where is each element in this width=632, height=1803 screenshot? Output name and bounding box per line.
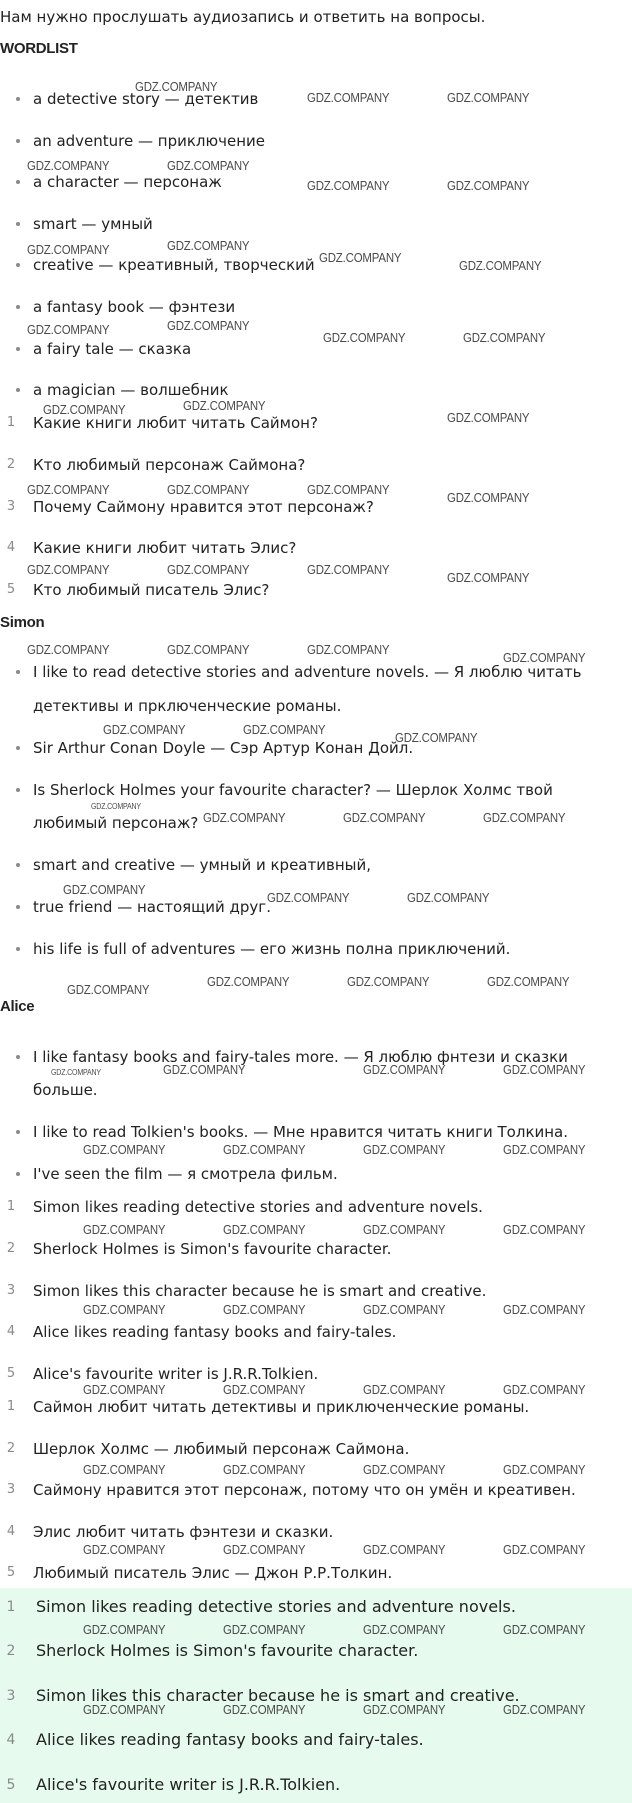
watermark-text: GDZ.COMPANY: [83, 1622, 166, 1637]
bullet-icon: [16, 905, 20, 909]
watermark-text: GDZ.COMPANY: [91, 802, 141, 811]
bullet-icon: [16, 1055, 20, 1059]
watermark-text: GDZ.COMPANY: [503, 1702, 586, 1717]
watermark-text: GDZ.COMPANY: [207, 974, 290, 989]
list-item: 1 Саймон любит читать детективы и приключенческие романы.: [6, 1398, 530, 1416]
list-item: a character — персонаж: [0, 172, 632, 192]
watermark-text: GDZ.COMPANY: [487, 974, 570, 989]
watermark-text: GDZ.COMPANY: [27, 482, 110, 497]
watermark-text: GDZ.COMPANY: [363, 1542, 446, 1557]
watermark-text: GDZ.COMPANY: [447, 570, 530, 585]
watermark-text: GDZ.COMPANY: [223, 1622, 306, 1637]
watermark-text: GDZ.COMPANY: [83, 1462, 166, 1477]
watermark-text: GDZ.COMPANY: [463, 330, 546, 345]
list-item: 5 Alice's favourite writer is J.R.R.Tolkien.: [6, 1365, 319, 1383]
list-item-continuation: любимый персонаж?: [33, 814, 199, 832]
bullet-icon: [16, 139, 20, 143]
list-item: Is Sherlock Holmes your favourite character? — Шерлок Холмс твой: [0, 780, 632, 800]
list-item: smart and creative — умный и креативный,: [0, 855, 632, 875]
watermark-text: GDZ.COMPANY: [363, 1142, 446, 1157]
watermark-text: GDZ.COMPANY: [307, 90, 390, 105]
alice-heading: Alice: [0, 998, 35, 1015]
watermark-text: GDZ.COMPANY: [223, 1142, 306, 1157]
watermark-text: GDZ.COMPANY: [83, 1142, 166, 1157]
bullet-icon: [16, 305, 20, 309]
watermark-text: GDZ.COMPANY: [223, 1222, 306, 1237]
watermark-text: GDZ.COMPANY: [503, 1222, 586, 1237]
watermark-text: GDZ.COMPANY: [223, 1542, 306, 1557]
watermark-text: GDZ.COMPANY: [83, 1302, 166, 1317]
list-item: 4 Alice likes reading fantasy books and fairy-tales.: [6, 1730, 424, 1749]
list-item: 4 Элис любит читать фэнтези и сказки.: [6, 1523, 334, 1541]
list-item: 1 Simon likes reading detective stories and adventure novels.: [6, 1198, 483, 1216]
watermark-text: GDZ.COMPANY: [83, 1382, 166, 1397]
watermark-text: GDZ.COMPANY: [363, 1382, 446, 1397]
list-item: 2 Sherlock Holmes is Simon's favourite character.: [6, 1641, 419, 1660]
watermark-text: GDZ.COMPANY: [167, 642, 250, 657]
list-item: I've seen the film — я смотрела фильм.: [0, 1164, 632, 1184]
bullet-icon: [16, 97, 20, 101]
list-item: 1 Simon likes reading detective stories and adventure novels.: [6, 1597, 516, 1616]
watermark-text: GDZ.COMPANY: [167, 238, 250, 253]
bullet-icon: [16, 746, 20, 750]
simon-heading: Simon: [0, 614, 45, 631]
watermark-text: GDZ.COMPANY: [27, 322, 110, 337]
watermark-text: GDZ.COMPANY: [363, 1462, 446, 1477]
watermark-text: GDZ.COMPANY: [503, 1382, 586, 1397]
watermark-text: GDZ.COMPANY: [63, 882, 146, 897]
wordlist-heading: WORDLIST: [0, 40, 78, 57]
bullet-icon: [16, 347, 20, 351]
watermark-text: GDZ.COMPANY: [503, 1542, 586, 1557]
watermark-text: GDZ.COMPANY: [83, 1222, 166, 1237]
watermark-text: GDZ.COMPANY: [83, 1702, 166, 1717]
watermark-text: GDZ.COMPANY: [503, 1142, 586, 1157]
watermark-text: GDZ.COMPANY: [43, 402, 126, 417]
watermark-text: GDZ.COMPANY: [363, 1222, 446, 1237]
watermark-text: GDZ.COMPANY: [395, 730, 478, 745]
watermark-text: GDZ.COMPANY: [363, 1062, 446, 1077]
list-item: 5 Alice's favourite writer is J.R.R.Tolkien.: [6, 1775, 341, 1794]
watermark-text: GDZ.COMPANY: [167, 562, 250, 577]
bullet-icon: [16, 1172, 20, 1176]
watermark-text: GDZ.COMPANY: [267, 890, 350, 905]
list-item: his life is full of adventures — его жизнь полна приключений.: [0, 939, 632, 959]
list-item: smart — умный: [0, 214, 632, 234]
watermark-text: GDZ.COMPANY: [51, 1068, 101, 1077]
watermark-text: GDZ.COMPANY: [323, 330, 406, 345]
watermark-text: GDZ.COMPANY: [223, 1302, 306, 1317]
watermark-text: GDZ.COMPANY: [135, 79, 218, 94]
watermark-text: GDZ.COMPANY: [503, 650, 586, 665]
watermark-text: GDZ.COMPANY: [167, 158, 250, 173]
watermark-text: GDZ.COMPANY: [343, 810, 426, 825]
bullet-icon: [16, 947, 20, 951]
watermark-text: GDZ.COMPANY: [503, 1462, 586, 1477]
watermark-text: GDZ.COMPANY: [503, 1302, 586, 1317]
watermark-text: GDZ.COMPANY: [447, 178, 530, 193]
watermark-text: GDZ.COMPANY: [307, 178, 390, 193]
list-item: 3 Саймону нравится этот персонаж, потому что он умён и креативен.: [6, 1481, 576, 1499]
list-item: an adventure — приключение: [0, 131, 632, 151]
watermark-text: GDZ.COMPANY: [27, 562, 110, 577]
list-item: 5 Любимый писатель Элис — Джон Р.Р.Толкин.: [6, 1564, 393, 1582]
watermark-text: GDZ.COMPANY: [203, 810, 286, 825]
watermark-text: GDZ.COMPANY: [363, 1702, 446, 1717]
bullet-icon: [16, 222, 20, 226]
list-item: 5 Кто любимый писатель Элис?: [6, 581, 270, 599]
list-item: 3 Simon likes this character because he is smart and creative.: [6, 1282, 487, 1300]
list-item: a detective story — детектив: [0, 89, 632, 109]
bullet-icon: [16, 180, 20, 184]
watermark-text: GDZ.COMPANY: [459, 258, 542, 273]
list-item: 2 Кто любимый персонаж Саймона?: [6, 456, 306, 474]
watermark-text: GDZ.COMPANY: [447, 490, 530, 505]
list-item: a fairy tale — сказка: [0, 339, 632, 359]
watermark-text: GDZ.COMPANY: [27, 642, 110, 657]
bullet-icon: [16, 1130, 20, 1134]
watermark-text: GDZ.COMPANY: [223, 1382, 306, 1397]
list-item: a fantasy book — фэнтези: [0, 297, 632, 317]
list-item: true friend — настоящий друг.: [0, 897, 632, 917]
list-item-continuation: детективы и прключенческие романы.: [33, 697, 342, 715]
watermark-text: GDZ.COMPANY: [307, 482, 390, 497]
watermark-text: GDZ.COMPANY: [447, 90, 530, 105]
watermark-text: GDZ.COMPANY: [307, 642, 390, 657]
watermark-text: GDZ.COMPANY: [347, 974, 430, 989]
list-item: 2 Шерлок Холмс — любимый персонаж Саймона.: [6, 1440, 410, 1458]
watermark-text: GDZ.COMPANY: [363, 1622, 446, 1637]
watermark-text: GDZ.COMPANY: [447, 410, 530, 425]
watermark-text: GDZ.COMPANY: [167, 482, 250, 497]
watermark-text: GDZ.COMPANY: [223, 1462, 306, 1477]
bullet-icon: [16, 788, 20, 792]
list-item: 4 Какие книги любит читать Элис?: [6, 539, 297, 557]
watermark-text: GDZ.COMPANY: [167, 318, 250, 333]
watermark-text: GDZ.COMPANY: [503, 1062, 586, 1077]
watermark-text: GDZ.COMPANY: [503, 1622, 586, 1637]
list-item: a magician — волшебник: [0, 380, 632, 400]
watermark-text: GDZ.COMPANY: [363, 1302, 446, 1317]
watermark-text: GDZ.COMPANY: [27, 242, 110, 257]
watermark-text: GDZ.COMPANY: [67, 982, 150, 997]
watermark-text: GDZ.COMPANY: [27, 158, 110, 173]
list-item-continuation: больше.: [33, 1081, 98, 1099]
list-item: 1 Какие книги любит читать Саймон?: [6, 414, 318, 432]
intro-text: Нам нужно прослушать аудиозапись и ответить на вопросы.: [0, 8, 486, 26]
bullet-icon: [16, 863, 20, 867]
watermark-text: GDZ.COMPANY: [183, 398, 266, 413]
list-item: 2 Sherlock Holmes is Simon's favourite character.: [6, 1240, 392, 1258]
watermark-text: GDZ.COMPANY: [103, 722, 186, 737]
list-item: Sir Arthur Conan Doyle — Сэр Артур Конан Дойл.: [0, 738, 632, 758]
list-item: 3 Simon likes this character because he is smart and creative.: [6, 1686, 520, 1705]
watermark-text: GDZ.COMPANY: [83, 1542, 166, 1557]
watermark-text: GDZ.COMPANY: [243, 722, 326, 737]
list-item: I like to read Tolkien's books. — Мне нравится читать книги Толкина.: [0, 1122, 632, 1142]
watermark-text: GDZ.COMPANY: [163, 1062, 246, 1077]
answers-highlight-block: [0, 1588, 632, 1803]
watermark-text: GDZ.COMPANY: [223, 1702, 306, 1717]
list-item: I like fantasy books and fairy-tales more. — Я люблю фнтези и сказки: [0, 1047, 632, 1067]
bullet-icon: [16, 388, 20, 392]
watermark-text: GDZ.COMPANY: [483, 810, 566, 825]
bullet-icon: [16, 670, 20, 674]
list-item: I like to read detective stories and adventure novels. — Я люблю читать: [0, 662, 632, 682]
list-item: creative — креативный, творческий: [0, 255, 632, 275]
watermark-text: GDZ.COMPANY: [407, 890, 490, 905]
watermark-text: GDZ.COMPANY: [319, 250, 402, 265]
bullet-icon: [16, 263, 20, 267]
list-item: 3 Почему Саймону нравится этот персонаж?: [6, 498, 374, 516]
watermark-text: GDZ.COMPANY: [307, 562, 390, 577]
list-item: 4 Alice likes reading fantasy books and fairy-tales.: [6, 1323, 397, 1341]
